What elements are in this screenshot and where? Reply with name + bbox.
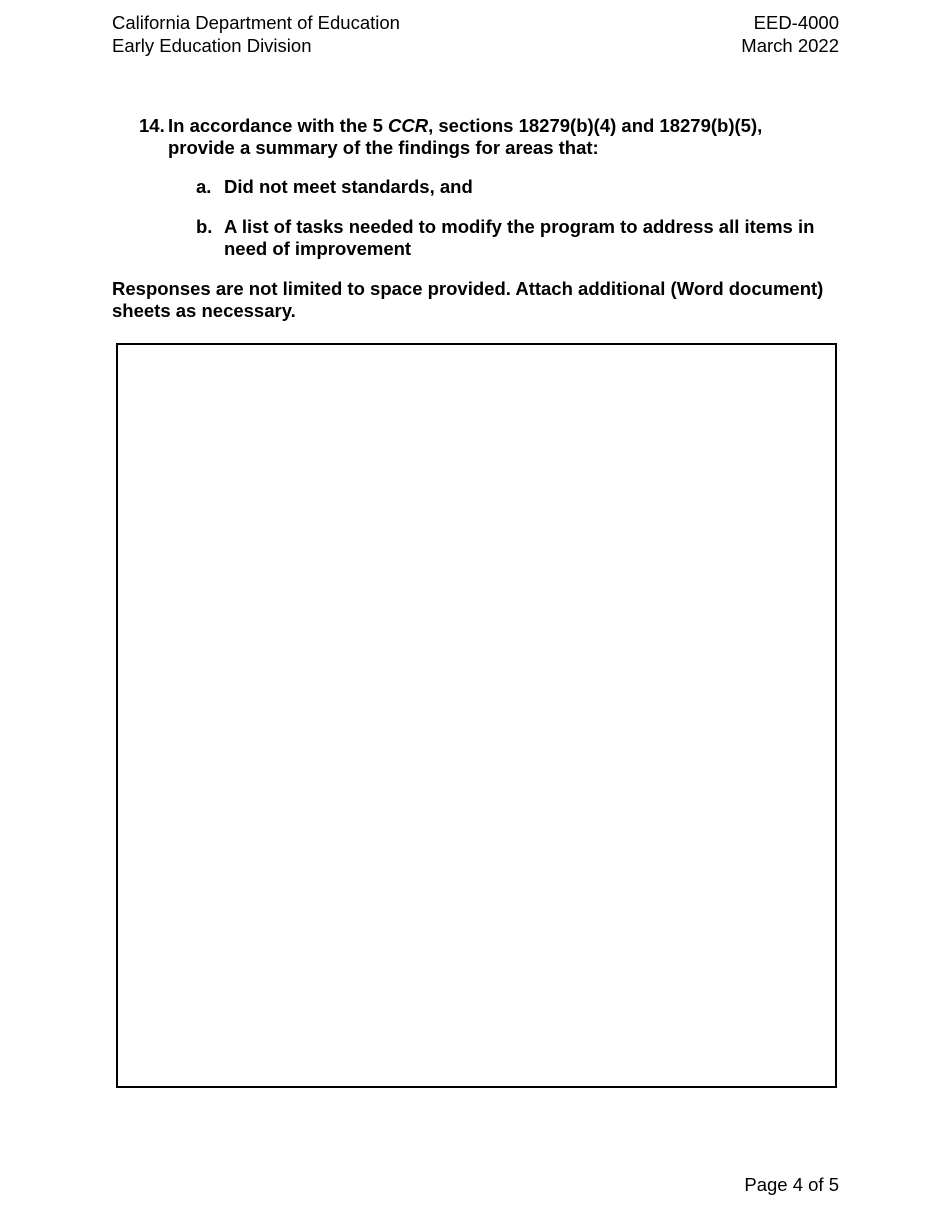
response-instructions: Responses are not limited to space provided. Attach additional (Word document) sheets as necessary. — [112, 278, 824, 321]
header-right — [741, 11, 839, 57]
item-b-text: A list of tasks needed to modify the program to address all items in need of improvement — [224, 216, 815, 259]
page-number: Page 4 of 5 — [744, 1174, 839, 1195]
form-date: March 2022 — [741, 35, 839, 56]
question-number: 14. — [139, 115, 165, 136]
response-textbox[interactable] — [116, 343, 837, 1088]
form-number: EED-4000 — [753, 12, 839, 33]
question-text-italic: CCR — [388, 115, 429, 136]
header-left — [112, 11, 400, 57]
question-text-end: , sections 18279(b)(4) and 18279(b)(5), provide a summary of the findings for areas that: — [168, 115, 763, 158]
item-b-letter: b. — [196, 216, 213, 237]
item-a-letter: a. — [196, 176, 212, 197]
organization-name: California Department of Education — [112, 12, 400, 33]
question-text-start: In accordance with the 5 — [168, 115, 389, 136]
question-text — [168, 115, 828, 159]
division-name: Early Education Division — [112, 35, 312, 56]
item-a-text: Did not meet standards, and — [224, 176, 473, 197]
